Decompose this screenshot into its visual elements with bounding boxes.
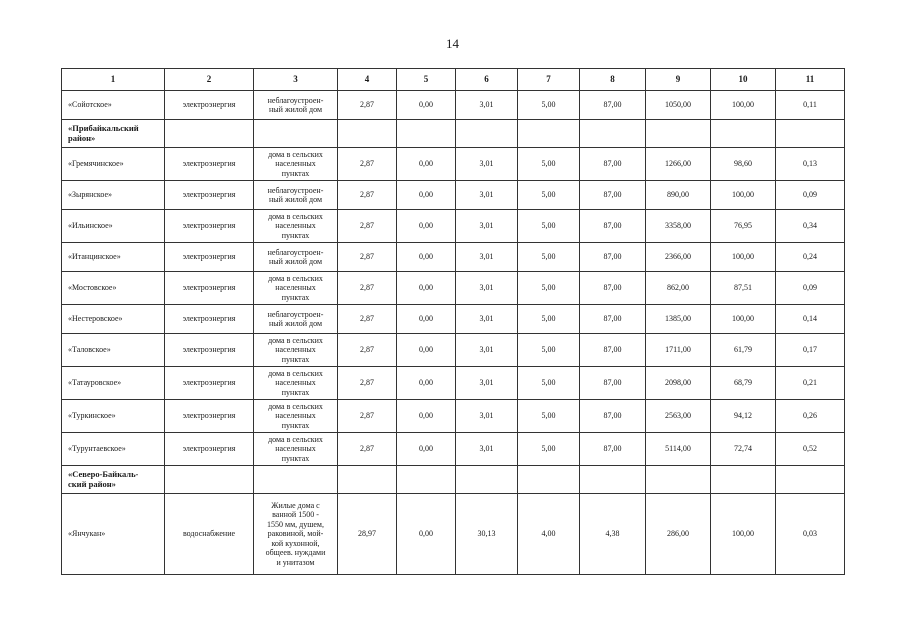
value-cell-c4: 2,87 [338,210,397,243]
value-cell-c7: 5,00 [518,367,580,400]
value-cell-c11: 0,09 [776,181,845,210]
value-cell-c9: 2563,00 [646,400,711,433]
value-cell-c4: 2,87 [338,367,397,400]
resource-cell: электроэнергия [165,400,254,433]
value-cell-c4: 2,87 [338,243,397,272]
value-cell-c9: 1385,00 [646,305,711,334]
header-row [62,69,845,91]
table-row [62,91,845,120]
value-cell-c7: 5,00 [518,400,580,433]
empty-cell [580,466,646,494]
value-cell-c10: 100,00 [711,91,776,120]
value-cell-c11: 0,03 [776,494,845,575]
empty-cell [456,120,518,148]
value-cell-c6: 3,01 [456,210,518,243]
value-cell-c10: 72,74 [711,433,776,466]
header-cell-7: 7 [518,69,580,91]
empty-cell [711,466,776,494]
value-cell-c8: 4,38 [580,494,646,575]
empty-cell [397,120,456,148]
settlement-name-cell: «Мостовское» [62,272,165,305]
table-row [62,148,845,181]
value-cell-c8: 87,00 [580,210,646,243]
value-cell-c10: 68,79 [711,367,776,400]
value-cell-c5: 0,00 [397,148,456,181]
table-row [62,305,845,334]
value-cell-c6: 3,01 [456,91,518,120]
value-cell-c8: 87,00 [580,334,646,367]
value-cell-c7: 5,00 [518,243,580,272]
housing-type-cell: неблагоустроен- ный жилой дом [254,305,338,334]
housing-type-cell: неблагоустроен- ный жилой дом [254,91,338,120]
value-cell-c10: 76,95 [711,210,776,243]
value-cell-c9: 890,00 [646,181,711,210]
housing-type-cell: дома в сельских населенных пунктах [254,400,338,433]
empty-cell [338,466,397,494]
value-cell-c6: 3,01 [456,148,518,181]
value-cell-c9: 3358,00 [646,210,711,243]
header-cell-9: 9 [646,69,711,91]
value-cell-c7: 5,00 [518,91,580,120]
value-cell-c7: 5,00 [518,272,580,305]
value-cell-c7: 5,00 [518,181,580,210]
header-cell-10: 10 [711,69,776,91]
empty-cell [580,120,646,148]
value-cell-c4: 2,87 [338,91,397,120]
value-cell-c8: 87,00 [580,148,646,181]
value-cell-c5: 0,00 [397,494,456,575]
value-cell-c10: 94,12 [711,400,776,433]
settlement-name-cell: «Зырянское» [62,181,165,210]
value-cell-c4: 28,97 [338,494,397,575]
resource-cell: электроэнергия [165,210,254,243]
value-cell-c11: 0,26 [776,400,845,433]
empty-cell [254,466,338,494]
value-cell-c6: 30,13 [456,494,518,575]
value-cell-c7: 5,00 [518,433,580,466]
table-row [62,243,845,272]
table-row [62,272,845,305]
page-number: 14 [446,36,459,51]
value-cell-c9: 1266,00 [646,148,711,181]
housing-type-cell: неблагоустроен- ный жилой дом [254,181,338,210]
value-cell-c5: 0,00 [397,334,456,367]
value-cell-c6: 3,01 [456,367,518,400]
housing-type-cell: Жилые дома с ванной 1500 - 1550 мм, душем, раковиной, мой- кой кухонной, общеев. нуждами и унитазом [254,494,338,575]
value-cell-c6: 3,01 [456,334,518,367]
value-cell-c8: 87,00 [580,433,646,466]
table-row [62,367,845,400]
header-cell-5: 5 [397,69,456,91]
value-cell-c5: 0,00 [397,433,456,466]
value-cell-c4: 2,87 [338,181,397,210]
value-cell-c8: 87,00 [580,243,646,272]
header-cell-8: 8 [580,69,646,91]
table-row [62,334,845,367]
value-cell-c10: 87,51 [711,272,776,305]
header-cell-2: 2 [165,69,254,91]
header-cell-11: 11 [776,69,845,91]
value-cell-c6: 3,01 [456,433,518,466]
value-cell-c9: 286,00 [646,494,711,575]
value-cell-c5: 0,00 [397,272,456,305]
value-cell-c5: 0,00 [397,181,456,210]
resource-cell: электроэнергия [165,272,254,305]
value-cell-c11: 0,09 [776,272,845,305]
resource-cell: электроэнергия [165,334,254,367]
value-cell-c7: 4,00 [518,494,580,575]
table-row [62,210,845,243]
table-row [62,494,845,575]
value-cell-c6: 3,01 [456,272,518,305]
value-cell-c6: 3,01 [456,181,518,210]
empty-cell [165,466,254,494]
value-cell-c5: 0,00 [397,91,456,120]
value-cell-c5: 0,00 [397,243,456,272]
region-row [62,466,845,494]
value-cell-c4: 2,87 [338,334,397,367]
empty-cell [254,120,338,148]
resource-cell: электроэнергия [165,181,254,210]
value-cell-c4: 2,87 [338,272,397,305]
value-cell-c8: 87,00 [580,272,646,305]
value-cell-c11: 0,17 [776,334,845,367]
header-cell-6: 6 [456,69,518,91]
resource-cell: водоснабжение [165,494,254,575]
empty-cell [711,120,776,148]
empty-cell [165,120,254,148]
empty-cell [518,466,580,494]
value-cell-c6: 3,01 [456,305,518,334]
header-cell-3: 3 [254,69,338,91]
housing-type-cell: дома в сельских населенных пунктах [254,272,338,305]
housing-type-cell: дома в сельских населенных пунктах [254,334,338,367]
housing-type-cell: дома в сельских населенных пунктах [254,148,338,181]
header-cell-1: 1 [62,69,165,91]
value-cell-c7: 5,00 [518,334,580,367]
value-cell-c7: 5,00 [518,305,580,334]
value-cell-c5: 0,00 [397,400,456,433]
value-cell-c11: 0,13 [776,148,845,181]
value-cell-c7: 5,00 [518,210,580,243]
value-cell-c11: 0,11 [776,91,845,120]
value-cell-c8: 87,00 [580,181,646,210]
value-cell-c11: 0,21 [776,367,845,400]
empty-cell [646,120,711,148]
table-row [62,181,845,210]
settlement-name-cell: «Татауровское» [62,367,165,400]
value-cell-c10: 61,79 [711,334,776,367]
value-cell-c9: 1711,00 [646,334,711,367]
value-cell-c4: 2,87 [338,305,397,334]
value-cell-c11: 0,34 [776,210,845,243]
empty-cell [776,120,845,148]
empty-cell [518,120,580,148]
value-cell-c8: 87,00 [580,400,646,433]
settlement-name-cell: «Ильинское» [62,210,165,243]
settlement-name-cell: «Турунтаевское» [62,433,165,466]
settlement-name-cell: «Гремячинское» [62,148,165,181]
settlement-name-cell: «Таловское» [62,334,165,367]
value-cell-c8: 87,00 [580,305,646,334]
value-cell-c6: 3,01 [456,400,518,433]
value-cell-c9: 2098,00 [646,367,711,400]
housing-type-cell: дома в сельских населенных пунктах [254,367,338,400]
value-cell-c10: 100,00 [711,305,776,334]
value-cell-c8: 87,00 [580,91,646,120]
empty-cell [397,466,456,494]
value-cell-c9: 5114,00 [646,433,711,466]
value-cell-c5: 0,00 [397,210,456,243]
table-row [62,433,845,466]
empty-cell [456,466,518,494]
resource-cell: электроэнергия [165,305,254,334]
settlement-name-cell: «Нестеровское» [62,305,165,334]
value-cell-c9: 2366,00 [646,243,711,272]
region-name-cell: «Прибайкальский район» [62,120,165,148]
value-cell-c7: 5,00 [518,148,580,181]
value-cell-c6: 3,01 [456,243,518,272]
value-cell-c10: 100,00 [711,494,776,575]
empty-cell [776,466,845,494]
resource-cell: электроэнергия [165,433,254,466]
value-cell-c4: 2,87 [338,148,397,181]
tariff-table [61,68,845,575]
value-cell-c10: 98,60 [711,148,776,181]
value-cell-c5: 0,00 [397,367,456,400]
region-row [62,120,845,148]
empty-cell [646,466,711,494]
housing-type-cell: дома в сельских населенных пунктах [254,210,338,243]
value-cell-c4: 2,87 [338,400,397,433]
value-cell-c8: 87,00 [580,367,646,400]
settlement-name-cell: «Итанцинское» [62,243,165,272]
housing-type-cell: дома в сельских населенных пунктах [254,433,338,466]
value-cell-c11: 0,14 [776,305,845,334]
value-cell-c5: 0,00 [397,305,456,334]
value-cell-c9: 1050,00 [646,91,711,120]
settlement-name-cell: «Туркинское» [62,400,165,433]
value-cell-c11: 0,24 [776,243,845,272]
region-name-cell: «Северо-Байкаль- ский район» [62,466,165,494]
resource-cell: электроэнергия [165,243,254,272]
settlement-name-cell: «Сойотское» [62,91,165,120]
table-row [62,400,845,433]
settlement-name-cell: «Янчукан» [62,494,165,575]
empty-cell [338,120,397,148]
housing-type-cell: неблагоустроен- ный жилой дом [254,243,338,272]
value-cell-c9: 862,00 [646,272,711,305]
resource-cell: электроэнергия [165,148,254,181]
value-cell-c11: 0,52 [776,433,845,466]
value-cell-c4: 2,87 [338,433,397,466]
value-cell-c10: 100,00 [711,243,776,272]
resource-cell: электроэнергия [165,91,254,120]
resource-cell: электроэнергия [165,367,254,400]
header-cell-4: 4 [338,69,397,91]
value-cell-c10: 100,00 [711,181,776,210]
